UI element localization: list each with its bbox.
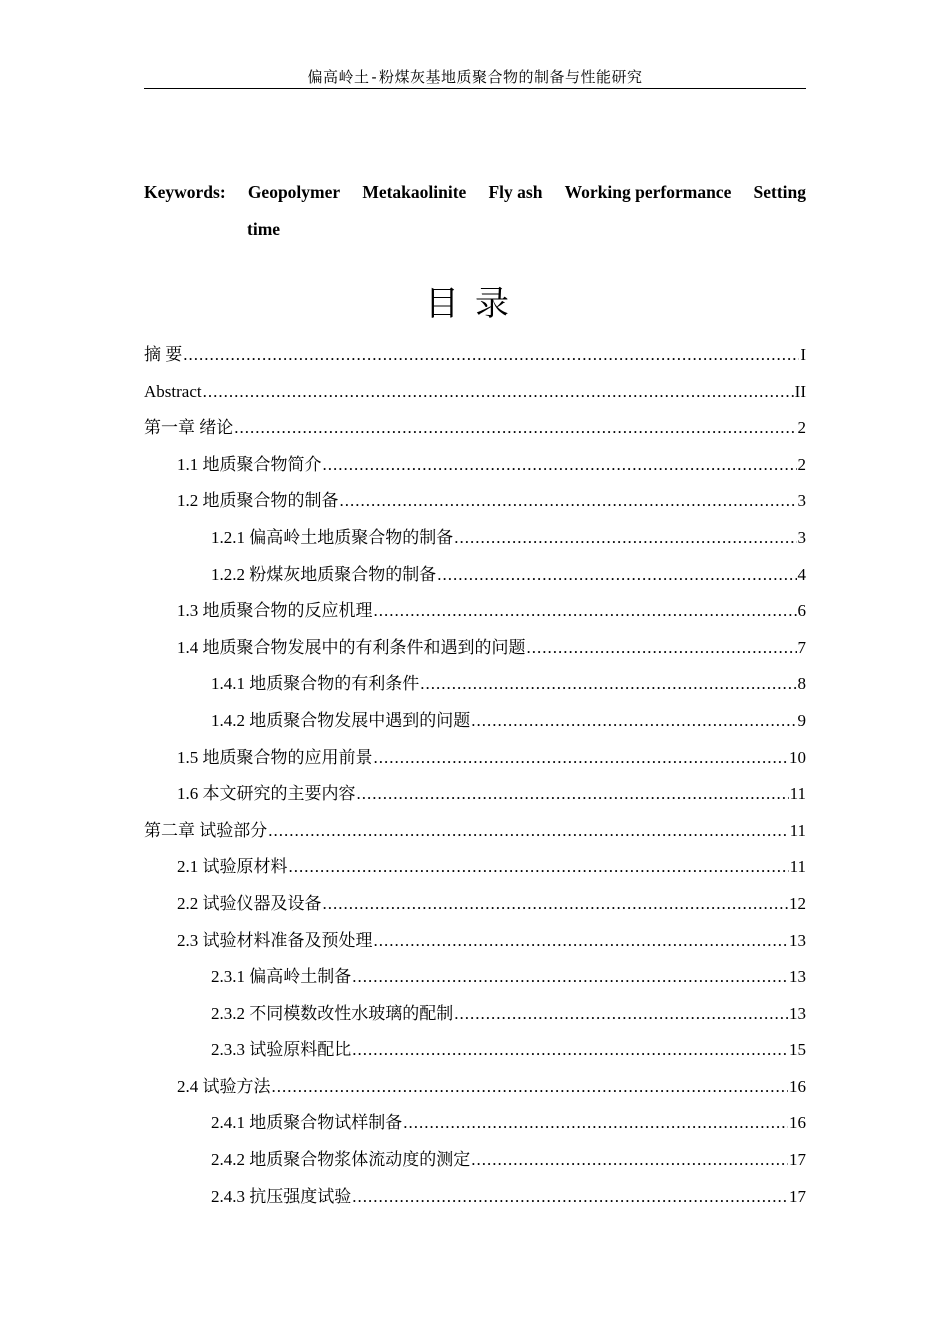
toc-entry[interactable] <box>144 630 806 667</box>
toc-entry[interactable] <box>144 813 806 850</box>
toc-entry[interactable] <box>144 520 806 557</box>
keywords-label: Keywords: <box>144 182 226 202</box>
toc-dot-leader <box>420 666 796 703</box>
toc-entry[interactable] <box>144 959 806 996</box>
toc-entry-label: 2.3 试验材料准备及预处理 <box>177 930 373 950</box>
toc-entry[interactable] <box>144 996 806 1033</box>
toc-entry-page: 4 <box>797 564 806 584</box>
toc-entry[interactable] <box>144 776 806 813</box>
toc-entry[interactable] <box>144 666 806 703</box>
toc-entry-page: 12 <box>789 893 806 913</box>
toc-entry-label: 2.1 试验原材料 <box>177 857 288 877</box>
toc-entry-label: 第二章 试验部分 <box>144 820 268 840</box>
toc-dot-leader <box>340 483 797 520</box>
toc-entry[interactable] <box>144 447 806 484</box>
toc-dot-leader <box>272 1069 789 1106</box>
toc-entry[interactable] <box>144 1179 806 1216</box>
toc-entry-page: 11 <box>789 857 806 877</box>
toc-entry-page: 15 <box>789 1040 806 1060</box>
toc-entry[interactable] <box>144 923 806 960</box>
toc-dot-leader <box>323 447 797 484</box>
keyword-term: Working performance <box>564 182 732 202</box>
toc-dot-leader <box>352 1032 788 1069</box>
toc-entry[interactable] <box>144 1142 806 1179</box>
header-rule <box>144 88 806 89</box>
toc-dot-leader <box>403 1105 788 1142</box>
toc-dot-leader <box>183 337 799 374</box>
keyword-term: Setting <box>753 182 806 202</box>
table-of-contents <box>144 337 806 1215</box>
running-header-title: 偏高岭土-粉煤灰基地质聚合物的制备与性能研究 <box>307 68 643 86</box>
toc-entry-label: 1.3 地质聚合物的反应机理 <box>177 601 373 621</box>
toc-entry-page: 10 <box>789 747 806 767</box>
toc-entry-label: 1.4.2 地质聚合物发展中遇到的问题 <box>211 710 471 730</box>
toc-dot-leader <box>357 776 789 813</box>
toc-entry-page: 6 <box>797 601 806 621</box>
toc-entry-label: 2.3.1 偏高岭土制备 <box>211 967 352 987</box>
toc-entry[interactable] <box>144 410 806 447</box>
toc-dot-leader <box>289 849 789 886</box>
toc-entry[interactable] <box>144 483 806 520</box>
toc-entry-label: 2.4.2 地质聚合物浆体流动度的测定 <box>211 1150 471 1170</box>
toc-entry[interactable] <box>144 593 806 630</box>
toc-entry-page: 17 <box>789 1150 806 1170</box>
toc-entry[interactable] <box>144 703 806 740</box>
toc-entry-label: 2.4.1 地质聚合物试样制备 <box>211 1113 403 1133</box>
toc-entry-page: 9 <box>797 710 806 730</box>
toc-entry[interactable] <box>144 1069 806 1106</box>
toc-dot-leader <box>454 520 796 557</box>
toc-entry-page: 3 <box>797 491 806 511</box>
toc-dot-leader <box>268 813 788 850</box>
toc-entry-page: 13 <box>789 930 806 950</box>
toc-entry[interactable] <box>144 886 806 923</box>
toc-entry-label: 2.4.3 抗压强度试验 <box>211 1186 352 1206</box>
toc-entry-page: 2 <box>797 454 806 474</box>
toc-entry-label: 1.4 地质聚合物发展中的有利条件和遇到的问题 <box>177 637 526 657</box>
keyword-term: Geopolymer <box>247 182 341 202</box>
toc-dot-leader <box>352 959 788 996</box>
toc-entry-page: 7 <box>797 637 806 657</box>
toc-entry-label: 摘 要 <box>144 345 183 364</box>
keyword-continuation: time <box>247 219 281 239</box>
toc-entry-page: 17 <box>789 1186 806 1206</box>
keywords-block <box>144 174 806 248</box>
toc-entry-page: 11 <box>789 820 806 840</box>
toc-entry-page: 13 <box>789 1003 806 1023</box>
toc-entry-page: 16 <box>789 1076 806 1096</box>
toc-dot-leader <box>527 630 797 667</box>
toc-entry-page: II <box>794 381 806 401</box>
keyword-term: Fly ash <box>488 182 543 202</box>
toc-entry[interactable] <box>144 337 806 374</box>
toc-dot-leader <box>374 923 789 960</box>
toc-entry-label: Abstract <box>144 381 202 401</box>
toc-entry-label: 1.5 地质聚合物的应用前景 <box>177 747 373 767</box>
toc-dot-leader <box>471 1142 788 1179</box>
toc-entry-page: 2 <box>797 418 806 438</box>
toc-entry[interactable] <box>144 1105 806 1142</box>
toc-entry[interactable] <box>144 374 806 411</box>
toc-entry-label: 2.2 试验仪器及设备 <box>177 893 322 913</box>
toc-entry-label: 1.4.1 地质聚合物的有利条件 <box>211 674 420 694</box>
toc-dot-leader <box>352 1179 788 1216</box>
toc-dot-leader <box>437 557 796 594</box>
toc-entry-page: 16 <box>789 1113 806 1133</box>
toc-entry[interactable] <box>144 849 806 886</box>
toc-entry-label: 第一章 绪论 <box>144 418 234 438</box>
toc-entry-label: 2.3.2 不同模数改性水玻璃的配制 <box>211 1003 454 1023</box>
toc-dot-leader <box>471 703 796 740</box>
toc-entry-page: 13 <box>789 967 806 987</box>
toc-entry-page: 3 <box>797 527 806 547</box>
toc-dot-leader <box>374 740 789 777</box>
toc-entry-label: 1.1 地质聚合物简介 <box>177 454 322 474</box>
toc-entry-page: I <box>800 345 806 364</box>
toc-title: 目录 <box>425 284 525 324</box>
toc-entry-label: 1.2.2 粉煤灰地质聚合物的制备 <box>211 564 437 584</box>
toc-entry-page: 11 <box>789 784 806 804</box>
toc-dot-leader <box>374 593 797 630</box>
toc-dot-leader <box>203 374 794 411</box>
toc-entry[interactable] <box>144 740 806 777</box>
toc-entry-label: 2.4 试验方法 <box>177 1076 271 1096</box>
toc-entry-label: 2.3.3 试验原料配比 <box>211 1040 352 1060</box>
toc-dot-leader <box>454 996 788 1033</box>
toc-dot-leader <box>234 410 796 447</box>
keyword-term: Metakaolinite <box>362 182 467 202</box>
toc-entry-label: 1.6 本文研究的主要内容 <box>177 784 356 804</box>
toc-entry-label: 1.2.1 偏高岭土地质聚合物的制备 <box>211 527 454 547</box>
toc-dot-leader <box>323 886 789 923</box>
toc-entry-label: 1.2 地质聚合物的制备 <box>177 491 339 511</box>
toc-entry[interactable] <box>144 1032 806 1069</box>
toc-entry-page: 8 <box>797 674 806 694</box>
keywords-line <box>144 174 806 211</box>
toc-entry[interactable] <box>144 557 806 594</box>
